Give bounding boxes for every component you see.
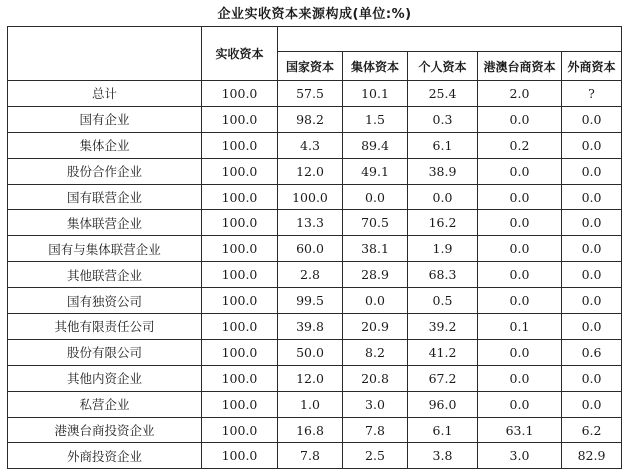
row-label: 其他有限责任公司 bbox=[8, 314, 202, 340]
cell-state: 1.0 bbox=[278, 391, 343, 417]
cell-foreign: 82.9 bbox=[562, 443, 622, 469]
cell-personal: 6.1 bbox=[408, 132, 478, 158]
row-label: 外商投资企业 bbox=[8, 443, 202, 469]
cell-collective: 20.8 bbox=[343, 365, 408, 391]
cell-total: 100.0 bbox=[202, 417, 278, 443]
cell-foreign: 0.0 bbox=[562, 288, 622, 314]
cell-collective: 49.1 bbox=[343, 158, 408, 184]
cell-hmt: 2.0 bbox=[478, 81, 562, 107]
cell-total: 100.0 bbox=[202, 391, 278, 417]
cell-foreign: 0.0 bbox=[562, 184, 622, 210]
header-total-capital: 实收资本 bbox=[202, 27, 278, 81]
cell-collective: 20.9 bbox=[343, 314, 408, 340]
table-row bbox=[8, 184, 622, 210]
header-foreign-capital: 外商资本 bbox=[562, 52, 622, 81]
cell-hmt: 63.1 bbox=[478, 417, 562, 443]
cell-state: 60.0 bbox=[278, 236, 343, 262]
header-collective-capital: 集体资本 bbox=[343, 52, 408, 81]
row-label: 其他联营企业 bbox=[8, 262, 202, 288]
cell-state: 98.2 bbox=[278, 106, 343, 132]
cell-personal: 0.0 bbox=[408, 184, 478, 210]
row-label: 港澳台商投资企业 bbox=[8, 417, 202, 443]
cell-collective: 89.4 bbox=[343, 132, 408, 158]
cell-personal: 39.2 bbox=[408, 314, 478, 340]
cell-hmt: 0.0 bbox=[478, 236, 562, 262]
table-row bbox=[8, 365, 622, 391]
cell-collective: 28.9 bbox=[343, 262, 408, 288]
cell-total: 100.0 bbox=[202, 339, 278, 365]
cell-foreign: 0.0 bbox=[562, 158, 622, 184]
cell-personal: 68.3 bbox=[408, 262, 478, 288]
cell-personal: 16.2 bbox=[408, 210, 478, 236]
cell-foreign: 0.0 bbox=[562, 236, 622, 262]
row-label: 国有联营企业 bbox=[8, 184, 202, 210]
row-label: 国有与集体联营企业 bbox=[8, 236, 202, 262]
cell-foreign: 0.0 bbox=[562, 391, 622, 417]
header-corner bbox=[8, 27, 202, 81]
row-label: 国有企业 bbox=[8, 106, 202, 132]
cell-hmt: 0.0 bbox=[478, 184, 562, 210]
table-row bbox=[8, 262, 622, 288]
cell-collective: 3.0 bbox=[343, 391, 408, 417]
header-hmt-capital: 港澳台商资本 bbox=[478, 52, 562, 81]
cell-total: 100.0 bbox=[202, 210, 278, 236]
cell-hmt: 0.2 bbox=[478, 132, 562, 158]
table-body bbox=[8, 81, 622, 469]
cell-personal: 96.0 bbox=[408, 391, 478, 417]
table-row bbox=[8, 106, 622, 132]
cell-state: 4.3 bbox=[278, 132, 343, 158]
cell-hmt: 0.0 bbox=[478, 339, 562, 365]
table-row bbox=[8, 417, 622, 443]
table-row bbox=[8, 236, 622, 262]
table-row bbox=[8, 391, 622, 417]
cell-foreign: 6.2 bbox=[562, 417, 622, 443]
capital-source-table bbox=[7, 26, 622, 469]
cell-state: 50.0 bbox=[278, 339, 343, 365]
table-row bbox=[8, 443, 622, 469]
table-row bbox=[8, 210, 622, 236]
row-label: 其他内资企业 bbox=[8, 365, 202, 391]
cell-personal: 1.9 bbox=[408, 236, 478, 262]
cell-hmt: 0.0 bbox=[478, 158, 562, 184]
cell-state: 2.8 bbox=[278, 262, 343, 288]
cell-state: 100.0 bbox=[278, 184, 343, 210]
cell-state: 12.0 bbox=[278, 365, 343, 391]
cell-foreign: 0.0 bbox=[562, 314, 622, 340]
cell-collective: 1.5 bbox=[343, 106, 408, 132]
cell-personal: 67.2 bbox=[408, 365, 478, 391]
cell-total: 100.0 bbox=[202, 443, 278, 469]
table-row bbox=[8, 158, 622, 184]
cell-foreign: 0.6 bbox=[562, 339, 622, 365]
row-label: 集体企业 bbox=[8, 132, 202, 158]
row-label: 集体联营企业 bbox=[8, 210, 202, 236]
cell-collective: 10.1 bbox=[343, 81, 408, 107]
cell-foreign: 0.0 bbox=[562, 132, 622, 158]
cell-hmt: 3.0 bbox=[478, 443, 562, 469]
cell-collective: 38.1 bbox=[343, 236, 408, 262]
cell-foreign: 0.0 bbox=[562, 365, 622, 391]
table-title: 企业实收资本来源构成(单位:%) bbox=[217, 7, 412, 22]
cell-collective: 70.5 bbox=[343, 210, 408, 236]
cell-total: 100.0 bbox=[202, 365, 278, 391]
cell-hmt: 0.0 bbox=[478, 391, 562, 417]
cell-foreign: 0.0 bbox=[562, 106, 622, 132]
row-label: 国有独资公司 bbox=[8, 288, 202, 314]
cell-total: 100.0 bbox=[202, 81, 278, 107]
table-row bbox=[8, 81, 622, 107]
cell-collective: 8.2 bbox=[343, 339, 408, 365]
cell-hmt: 0.0 bbox=[478, 365, 562, 391]
cell-hmt: 0.0 bbox=[478, 106, 562, 132]
row-label: 私营企业 bbox=[8, 391, 202, 417]
cell-foreign: ? bbox=[562, 81, 622, 107]
cell-collective: 0.0 bbox=[343, 184, 408, 210]
table-row bbox=[8, 314, 622, 340]
cell-total: 100.0 bbox=[202, 158, 278, 184]
cell-personal: 0.3 bbox=[408, 106, 478, 132]
table-row bbox=[8, 132, 622, 158]
cell-hmt: 0.0 bbox=[478, 262, 562, 288]
row-label: 股份合作企业 bbox=[8, 158, 202, 184]
cell-personal: 6.1 bbox=[408, 417, 478, 443]
cell-foreign: 0.0 bbox=[562, 262, 622, 288]
cell-total: 100.0 bbox=[202, 106, 278, 132]
cell-state: 16.8 bbox=[278, 417, 343, 443]
cell-state: 7.8 bbox=[278, 443, 343, 469]
cell-total: 100.0 bbox=[202, 184, 278, 210]
cell-personal: 3.8 bbox=[408, 443, 478, 469]
cell-state: 57.5 bbox=[278, 81, 343, 107]
cell-collective: 0.0 bbox=[343, 288, 408, 314]
cell-personal: 41.2 bbox=[408, 339, 478, 365]
cell-total: 100.0 bbox=[202, 236, 278, 262]
cell-total: 100.0 bbox=[202, 132, 278, 158]
table-row bbox=[8, 288, 622, 314]
cell-hmt: 0.0 bbox=[478, 288, 562, 314]
cell-collective: 2.5 bbox=[343, 443, 408, 469]
cell-state: 99.5 bbox=[278, 288, 343, 314]
cell-personal: 25.4 bbox=[408, 81, 478, 107]
cell-personal: 0.5 bbox=[408, 288, 478, 314]
cell-total: 100.0 bbox=[202, 314, 278, 340]
header-group-blank bbox=[278, 27, 622, 52]
row-label: 总计 bbox=[8, 81, 202, 107]
cell-hmt: 0.0 bbox=[478, 210, 562, 236]
table-row bbox=[8, 339, 622, 365]
cell-hmt: 0.1 bbox=[478, 314, 562, 340]
row-label: 股份有限公司 bbox=[8, 339, 202, 365]
cell-collective: 7.8 bbox=[343, 417, 408, 443]
cell-foreign: 0.0 bbox=[562, 210, 622, 236]
cell-total: 100.0 bbox=[202, 288, 278, 314]
cell-state: 39.8 bbox=[278, 314, 343, 340]
header-state-capital: 国家资本 bbox=[278, 52, 343, 81]
cell-total: 100.0 bbox=[202, 262, 278, 288]
cell-personal: 38.9 bbox=[408, 158, 478, 184]
cell-state: 12.0 bbox=[278, 158, 343, 184]
cell-state: 13.3 bbox=[278, 210, 343, 236]
header-personal-capital: 个人资本 bbox=[408, 52, 478, 81]
